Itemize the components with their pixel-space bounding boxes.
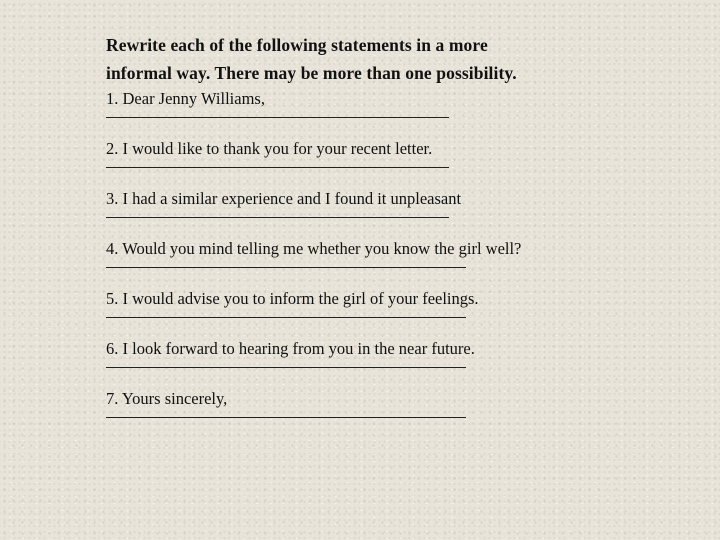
statement-text: 7. Yours sincerely, xyxy=(106,389,228,408)
answer-blank-line xyxy=(106,267,466,268)
statement-item-5 xyxy=(106,288,606,338)
statement-text: 1. Dear Jenny Williams, xyxy=(106,89,265,108)
statement-item-4 xyxy=(106,238,606,288)
statement-text: 6. I look forward to hearing from you in the near future. xyxy=(106,339,475,358)
answer-blank-line xyxy=(106,367,466,368)
answer-blank-line xyxy=(106,217,449,218)
statement-text: 2. I would like to thank you for your recent letter. xyxy=(106,139,433,158)
instruction-line-2: informal way. There may be more than one possibility. xyxy=(106,63,517,83)
statement-text: 5. I would advise you to inform the girl of your feelings. xyxy=(106,289,479,308)
statement-item-2 xyxy=(106,138,606,188)
answer-blank-line xyxy=(106,167,449,168)
answer-blank-line xyxy=(106,417,466,418)
answer-blank-line xyxy=(106,317,466,318)
statement-item-1 xyxy=(106,88,606,138)
statement-item-6 xyxy=(106,338,606,388)
instruction-line-1: Rewrite each of the following statements in a more xyxy=(106,35,488,55)
worksheet-content xyxy=(106,31,606,438)
answer-blank-line xyxy=(106,117,449,118)
instruction-heading xyxy=(106,31,606,87)
statement-item-3 xyxy=(106,188,606,238)
statement-text: 3. I had a similar experience and I found it unpleasant xyxy=(106,189,462,208)
statement-text: 4. Would you mind telling me whether you know the girl well? xyxy=(106,239,522,258)
statement-item-7 xyxy=(106,388,606,438)
statement-list xyxy=(106,88,606,438)
